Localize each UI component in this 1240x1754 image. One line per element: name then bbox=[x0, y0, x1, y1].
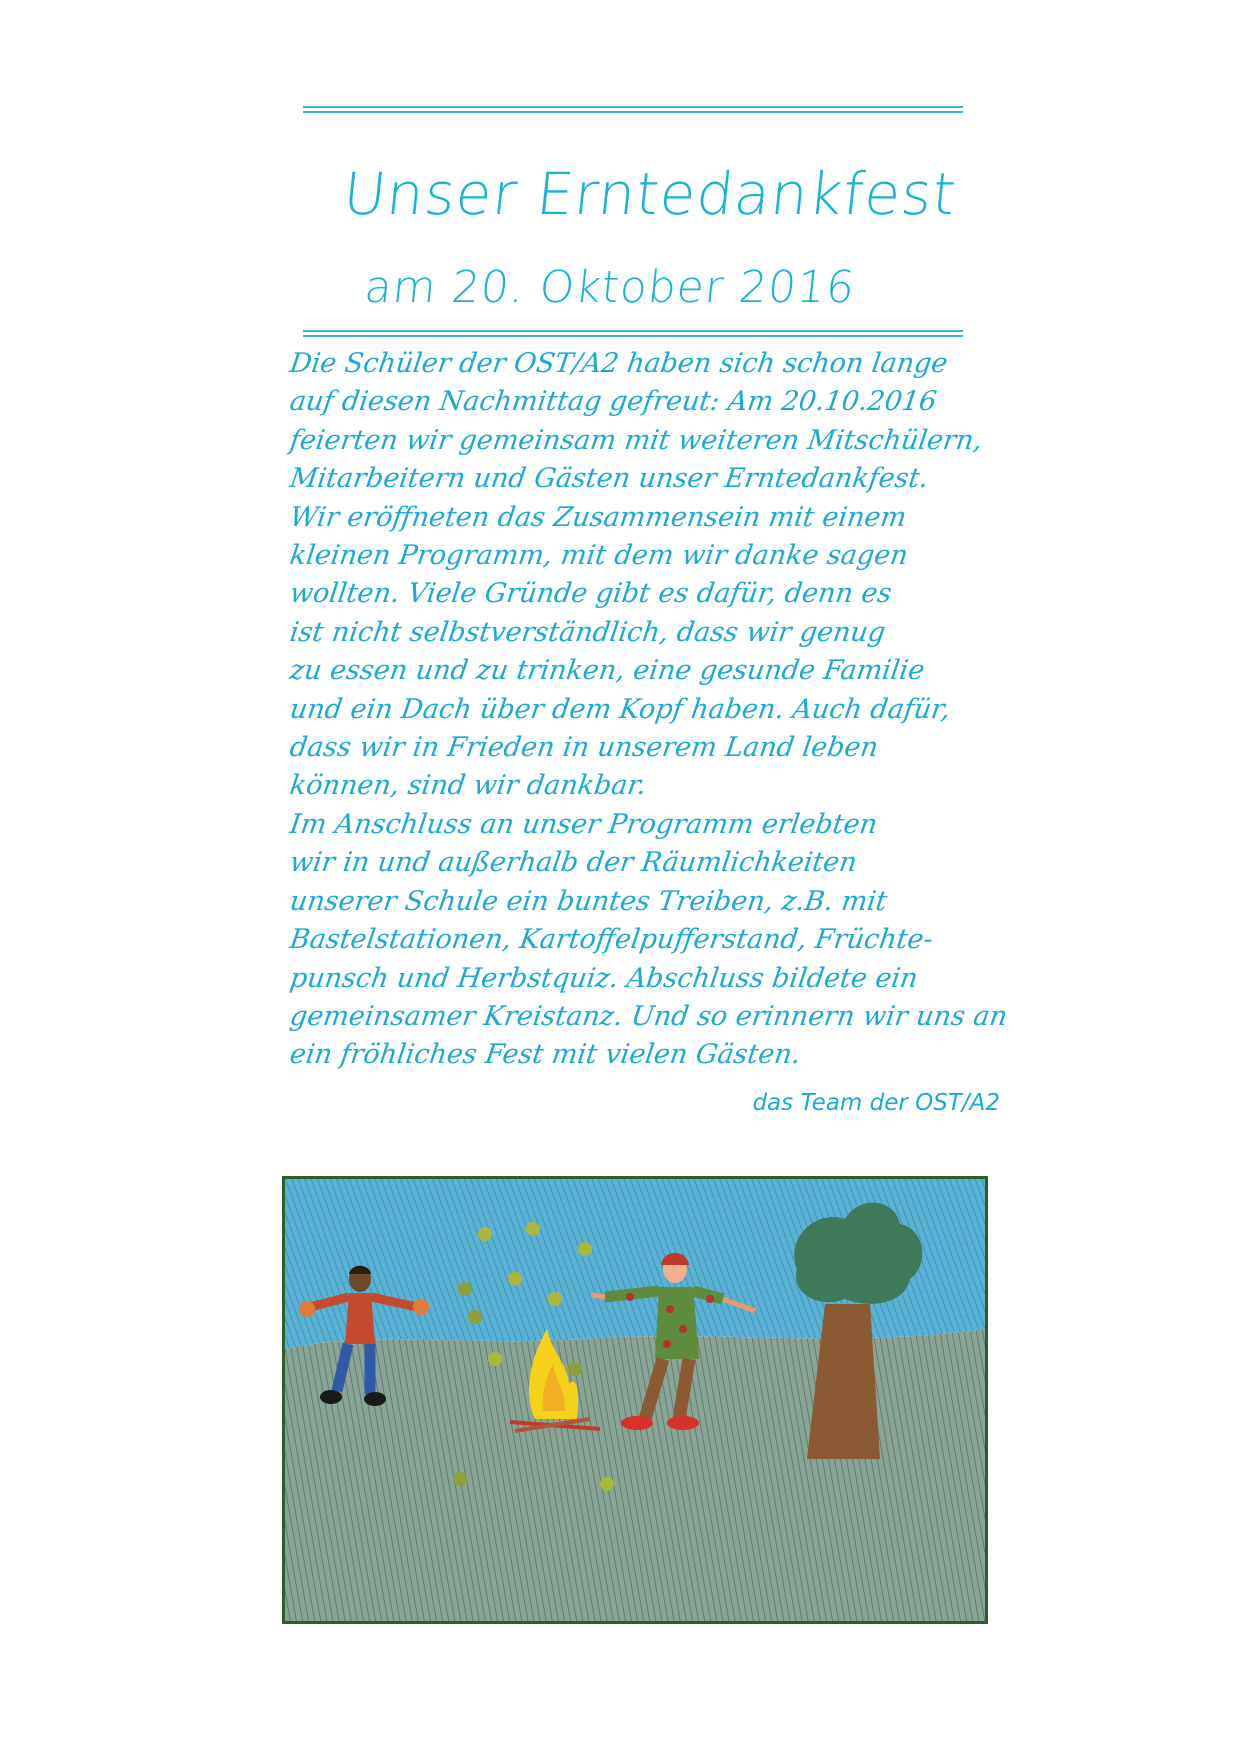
letter-line: können, sind wir dankbar. bbox=[287, 770, 649, 802]
page-title: Unser Erntedankfest bbox=[340, 160, 960, 228]
ground bbox=[285, 1329, 985, 1621]
letter-line: Wir eröffneten das Zusammensein mit einem bbox=[287, 501, 909, 533]
letter-line: Mitarbeitern und Gästen unser Erntedankfest. bbox=[287, 463, 931, 495]
letter-line: gemeinsamer Kreistanz. Und so erinnern wir uns an bbox=[287, 1000, 1010, 1032]
letter-line: Bastelstationen, Kartoffelpufferstand, Früchte- bbox=[287, 924, 935, 956]
letter-body bbox=[287, 345, 1010, 1075]
letter-line: wollten. Viele Gründe gibt es dafür, denn es bbox=[287, 578, 894, 610]
letter-line: Im Anschluss an unser Programm erlebten bbox=[287, 808, 880, 840]
letter-line: kleinen Programm, mit dem wir danke sagen bbox=[287, 540, 910, 572]
letter-line: ist nicht selbstverständlich, dass wir genug bbox=[287, 616, 888, 648]
letter-line: und ein Dach über dem Kopf haben. Auch dafür, bbox=[287, 693, 953, 725]
letter-line: unserer Schule ein buntes Treiben, z.B. mit bbox=[287, 885, 890, 917]
letter-line: ein fröhliches Fest mit vielen Gästen. bbox=[287, 1039, 803, 1071]
page-subtitle-date: am 20. Oktober 2016 bbox=[362, 262, 858, 313]
letter-line: feierten wir gemeinsam mit weiteren Mitschülern, bbox=[287, 424, 985, 456]
letter-line: wir in und außerhalb der Räumlichkeiten bbox=[287, 847, 859, 879]
letter-line: auf diesen Nachmittag gefreut: Am 20.10.2016 bbox=[287, 386, 939, 418]
middle-double-rule bbox=[303, 330, 963, 337]
crayon-drawing bbox=[282, 1176, 988, 1624]
letter-line: punsch und Herbstquiz. Abschluss bildete ein bbox=[287, 962, 920, 994]
letter-line: dass wir in Frieden in unserem Land leben bbox=[287, 732, 881, 764]
top-double-rule bbox=[303, 106, 963, 113]
signature: das Team der OST/A2 bbox=[752, 1090, 1000, 1116]
letter-line: Die Schüler der OST/A2 haben sich schon lange bbox=[287, 348, 950, 379]
crayon-drawing-art bbox=[285, 1179, 985, 1621]
letter-line: zu essen und zu trinken, eine gesunde Familie bbox=[287, 655, 927, 687]
